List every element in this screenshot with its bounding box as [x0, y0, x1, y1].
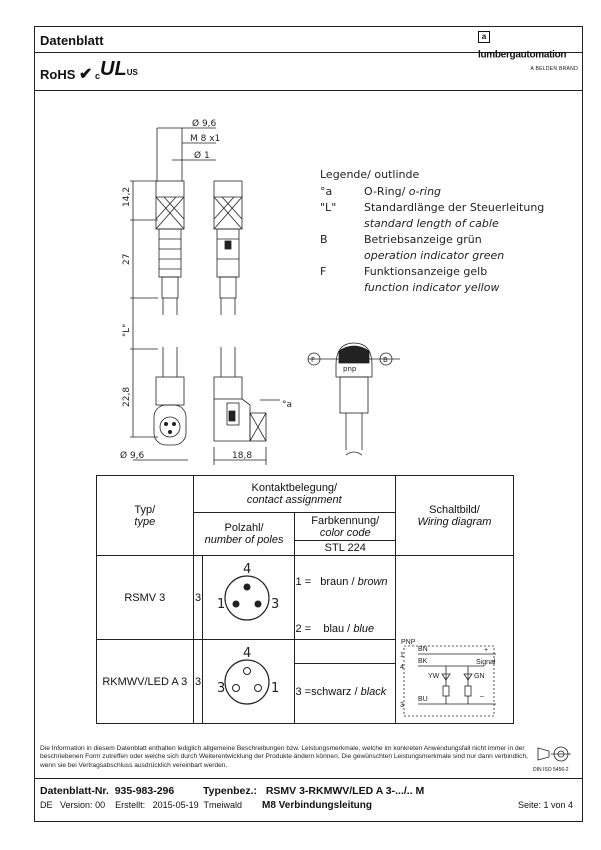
w-bu: BU	[417, 696, 428, 703]
iso-label: DIN ISO 5456-2	[533, 767, 569, 773]
page-title: Datenblatt	[40, 33, 104, 48]
color-3-num: 3 =	[295, 686, 312, 698]
legend-row	[320, 233, 482, 249]
dim-diameter-1: Ø 1	[194, 151, 210, 161]
brand-name: lumbergautomation	[478, 49, 567, 61]
header-poles: Polzahl/ number of poles	[193, 513, 295, 556]
legend-key: °a	[320, 185, 333, 198]
legend-row	[320, 265, 488, 281]
w-plus: +	[483, 647, 489, 654]
legend-en: standard length of cable	[364, 217, 499, 230]
footer-type	[203, 785, 424, 797]
w-3: 3	[399, 702, 404, 709]
w-pnp: PNP	[400, 639, 416, 646]
header-contact: Kontaktbelegung/ contact assignment	[193, 476, 395, 513]
dim-L: "L"	[122, 323, 132, 337]
legend-row	[320, 281, 500, 297]
w-minus: –	[479, 693, 484, 700]
dim-diameter-96: Ø 9,6	[192, 119, 217, 129]
header-color-std: STL 224	[295, 541, 396, 556]
dim-diameter-96-bottom: Ø 9,6	[120, 451, 145, 461]
legend-key: B	[320, 233, 328, 246]
row1-type: RSMV 3	[97, 556, 194, 640]
brand-box: a	[478, 31, 490, 43]
color-2-num: 2 =	[295, 623, 312, 635]
pin-1-label: 1	[271, 681, 280, 696]
footer-type-label: Typenbez.:	[203, 785, 258, 797]
rohs-label: RoHS	[40, 67, 76, 82]
footer-version-value: 00	[95, 800, 106, 810]
contact-table	[96, 475, 514, 724]
row2-pinout	[203, 640, 295, 724]
color-1-de: braun /	[320, 576, 355, 588]
header-wiring: Schaltbild/ Wiring diagram	[395, 476, 513, 556]
row2-poles: 3	[193, 640, 203, 724]
footer-meta	[40, 800, 242, 810]
ul-c: c	[95, 71, 101, 81]
dim-27: 27	[122, 253, 132, 265]
color-23	[295, 623, 396, 724]
footer-created-value: 2015-05-19	[152, 800, 199, 810]
w-bn: BN	[417, 646, 428, 653]
w-1: 1	[399, 652, 404, 659]
ul-us: US	[126, 68, 138, 77]
legend-de: Funktionsanzeige gelb	[364, 265, 488, 278]
footer-page: Seite: 1 von 4	[518, 800, 574, 810]
legend-de: O-Ring/	[364, 185, 406, 198]
header-type: Typ/ type	[97, 476, 194, 556]
legend-row	[320, 217, 499, 233]
led-F-label: F	[311, 356, 316, 364]
legend-title: Legende/ outlinde	[320, 168, 420, 181]
footer-nr-label: Datenblatt-Nr.	[40, 785, 109, 797]
pnp-label: pnp	[343, 365, 357, 373]
pin-4-label: 4	[243, 646, 252, 661]
header-color: Farbkennung/ color code	[295, 513, 396, 541]
footer-nr	[40, 785, 174, 797]
legend-key: F	[320, 265, 327, 278]
legend-key: "L"	[320, 201, 337, 214]
color-3-de: schwarz /	[311, 686, 358, 698]
footer-product: M8 Verbindungsleitung	[262, 800, 373, 811]
legend-row	[320, 201, 545, 217]
w-4: 4	[399, 664, 404, 671]
wiring-diagram	[395, 556, 513, 724]
w-signal: Signal	[475, 659, 496, 666]
pin-3-label: 3	[217, 681, 226, 696]
dim-142: 14,2	[122, 186, 132, 207]
legend-en: function indicator yellow	[364, 281, 500, 294]
legend-row	[320, 249, 505, 265]
pinout-male	[203, 556, 294, 636]
footer-created-label: Erstellt:	[115, 800, 146, 810]
legend-de: Standardlänge der Steuerleitung	[364, 201, 545, 214]
color-3	[295, 686, 395, 698]
legend	[320, 168, 545, 297]
wiring-svg	[396, 638, 513, 720]
color-2	[295, 623, 395, 664]
check-icon: ✔	[79, 66, 93, 83]
label-a: °a	[282, 400, 293, 410]
disclaimer: Die Information in diesem Datenblatt enthalten lediglich allgemeine Beschreibungen bzw. Leistungsmerkmale, welche im konkreten Anwendungsfall nicht immer in der beschriebenen Form zutreffen oder welche sich durch Weiterentwicklung der Produkte ändern können. Die gewünschten Leistungsmerkmale sind nur dann verbindlich, wenn sie bei Vertragsabschluss ausdrücklich vereinbart werden.	[40, 745, 528, 769]
projection-symbol-icon	[535, 742, 575, 764]
brand-sub: A BELDEN BRAND	[530, 66, 578, 72]
dim-188: 18,8	[232, 451, 253, 461]
footer-version-label: Version:	[60, 800, 93, 810]
legend-en: o-ring	[408, 185, 442, 198]
color-2-de: blau /	[323, 623, 351, 635]
color-2-en: blue	[353, 623, 375, 635]
footer-author: Tmeiwald	[203, 800, 243, 810]
w-yw: YW	[427, 673, 440, 680]
w-bk: BK	[417, 658, 428, 665]
led-B-label: B	[383, 356, 388, 364]
color-3-en: black	[360, 686, 387, 698]
dim-228: 22,8	[122, 386, 132, 407]
w-gn: GN	[473, 673, 485, 680]
footer-lang: DE	[40, 800, 53, 810]
footer-nr-value: 935-983-296	[114, 785, 175, 797]
legend-row	[320, 185, 442, 201]
color-1-num: 1 =	[295, 576, 312, 588]
pinout-female	[203, 640, 294, 720]
legend-de: Betriebsanzeige grün	[364, 233, 482, 246]
ul-mark	[95, 58, 138, 81]
brand-logo	[478, 28, 578, 72]
row1-pinout	[203, 556, 295, 640]
rohs-mark	[40, 64, 92, 84]
row2-type: RKMWV/LED A 3	[97, 640, 194, 724]
dim-thread: M 8 x1	[190, 134, 221, 144]
color-1-en: brown	[357, 576, 388, 588]
footer-type-value: RSMV 3-RKMWV/LED A 3-.../.. M	[265, 785, 425, 797]
pin-4-label: 4	[243, 562, 252, 577]
legend-en: operation indicator green	[364, 249, 505, 262]
row1-poles: 3	[193, 556, 203, 640]
ul-text: UL	[100, 58, 127, 80]
pin-1-label: 1	[217, 597, 226, 612]
pin-3-label: 3	[271, 597, 280, 612]
